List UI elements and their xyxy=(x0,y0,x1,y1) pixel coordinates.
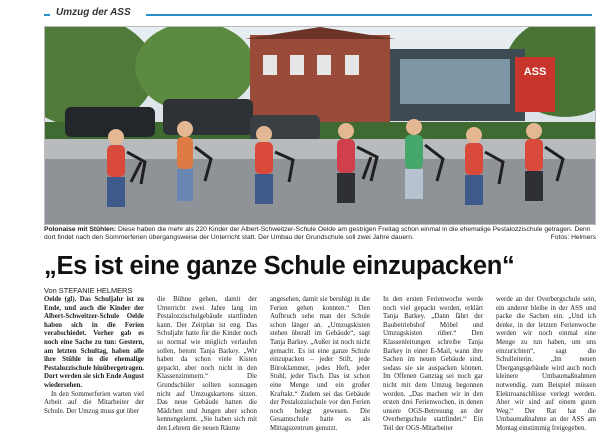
article-column-2 xyxy=(157,296,257,434)
article-headline: „Es ist eine ganze Schule einzupacken“ xyxy=(44,252,515,280)
column-5-text: werde an der Overbergschule sein, ein anderer bleibe in der ASS und packe die Sachen ein. „Und ich denke, in der letzten Ferienwoche werden wir noch einmal eine Menge zu tun haben, um uns einzurichten“, sagt die Schulleiterin. „Im neuen Übergangsgebäude wird auch noch kleinere Umbaumaßnahmen notwendig, zum Beispiel müssen Elektroanschlüsse verlegt werden. Aber wir sind auf einem guten Weg.“ Der Rat hat die Umbaumaßnahme an der ASS am Montag einstimmig freigegeben. xyxy=(496,296,596,432)
article-byline: Von STEFANIE HELMERS xyxy=(44,286,133,295)
sign-text: ASS xyxy=(523,66,547,78)
section-rubric xyxy=(44,7,592,23)
photo-image xyxy=(45,27,595,224)
rubric-rule-right xyxy=(146,14,592,16)
article-column-1 xyxy=(44,296,144,416)
article-photo xyxy=(44,26,596,225)
article-column-4 xyxy=(383,296,483,434)
article-column-3 xyxy=(270,296,370,434)
caption-lead: Polonaise mit Stühlen: xyxy=(44,226,117,233)
photo-credit: Fotos: Helmers xyxy=(550,234,596,242)
column-4-text: In den ersten Ferienwoche werde noch viel gepackt werden, erklärt Tanja Barkey. „Dann fährt der Baubetriebshof Möbel und Umzugskisten rüber.“ Den Klassenleitungen schreibe Tanja Barkey in einer E-Mail, wann ihre Sachen im neuen Gebäude sind, sodass sie sie auspacken können. Im Offenen Ganztag sei noch gar nicht mit dem Umzug begonnen worden. „Das machen wir in den ersten drei Ferienwochen, in denen unsere OGS-Betreuung an der Overbergschule stattfindet.“ Ein Teil der OGS-Mitarbeiter xyxy=(383,296,483,432)
column-3-text: angesehen, damit sie beruhigt in die Ferien gehen konnten.“ Den Aufbruch sehe man der Schule schon länger an. „Umzugskisten stehen überall im Gebäude“, sagt Tanja Barkey. „Außer ist noch nicht gemacht. Es ist eine ganze Schule einzupacken – jeder Stift, jede Büroklammer, jedes Heft, jeder Stuhl, jeder Tisch. Das ist schon eine Menge und ein großer Kraftakt.“ Zudem sei das Gebäude der Pestalozzischule vor den Ferien noch belegt gewesen. Die Gesamtschule hatte es als Mittagszentrum genutzt. xyxy=(270,296,370,432)
column-2-text: die Bühne gehen, damit der Unterricht zwei Jahre lang im Pestalozzischulgebäude stattfinden kann. Der Zeitplan ist eng. Das Schuljahr hatte für die Kinder noch so normal wie möglich verlaufen sollen, betont Tanja Barkey. „Wir haben da schon viele Kisten gepackt, aber noch nicht in den Klassenzimmern.“ Die Grundschüler sollten sozusagen nicht auf Umzugskartons sitzen. Das neue Gebäude hatten die Mädchen und Jungen aber schon kennengelernt. „Sie haben sich mit den Lehrern die neuen Räume xyxy=(157,296,257,432)
article-column-5 xyxy=(496,296,596,434)
article-lead: Oelde (gl). Das Schuljahr ist zu Ende, und auch die Kinder der Albert-Schweitzer-Schule Oelde haben sich in die Ferien verabschiedet. Vorher gab es noch eine Sache zu tun: Gestern, am letzten Schultag, haben alle ihre Stühle in die ehemalige Pestalozzischule hinübergetragen. Dort werden sie sich Ende August wiedersehen. xyxy=(44,296,144,389)
rubric-label: Umzug der ASS xyxy=(56,7,131,18)
rubric-rule-left xyxy=(44,14,50,16)
photo-caption xyxy=(44,226,596,243)
caption-text: Diese haben die mehr als 220 Kinder der Albert-Schweitzer-Schule Oelde am gestrigen Freitag schon einmal in die ehemalige Pestalozzischule getragen. Denn dort findet nach den Sommerferien übergangsweise der Unterricht statt. Der Umbau der Grundschule soll zwei Jahre dauern. xyxy=(44,226,591,242)
column-1-text: In den Sommerferien warten viel Arbeit auf die Mitarbeiter der Schule. Der Umzug muss gut über xyxy=(44,390,144,415)
